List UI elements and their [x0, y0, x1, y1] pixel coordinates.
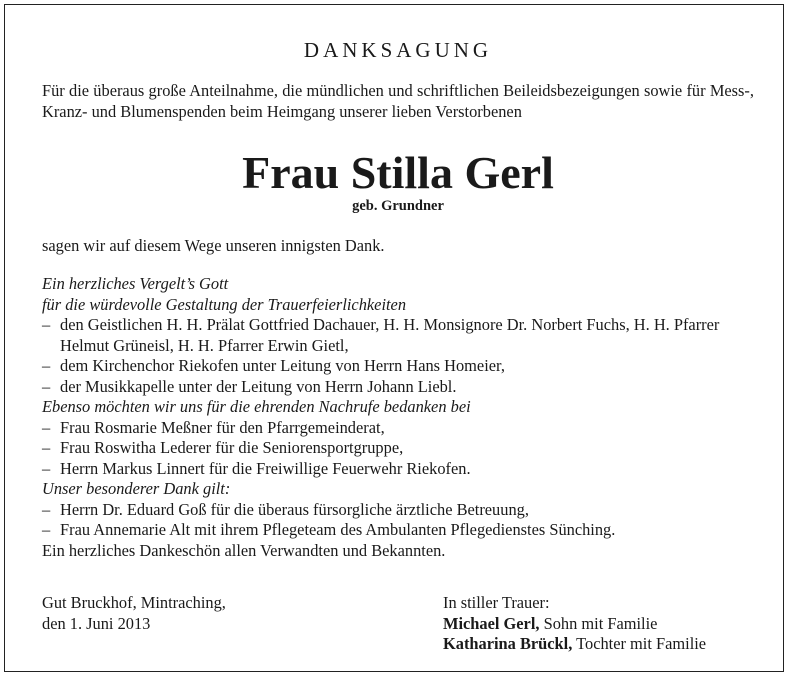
dash-marker: –: [42, 315, 51, 334]
list-item: [42, 438, 754, 459]
mourner-relation: Sohn mit Familie: [539, 613, 658, 633]
notice-heading: DANKSAGUNG: [303, 38, 493, 62]
mourner-entry: [443, 614, 706, 635]
list-item: [42, 377, 754, 398]
footer-date: den 1. Juni 2013: [42, 613, 151, 633]
dash-marker: –: [42, 520, 51, 539]
mourner-entry: [443, 634, 706, 655]
maiden-name: geb. Grundner: [352, 198, 444, 214]
list-item: [42, 459, 754, 480]
deceased-name: Frau Stilla Gerl: [242, 147, 554, 198]
section1-heading-1: Ein herzliches Vergelt’s Gott: [42, 274, 229, 293]
section2-heading: Ebenso möchten wir uns für die ehrenden Nachrufe bedanken bei: [42, 397, 471, 416]
mourning-label: In stiller Trauer:: [443, 593, 550, 612]
intro-paragraph: Für die überaus große Anteilnahme, die mündlichen und schriftlichen Beileidsbezeigungen sowie für Mess-, Kranz- und Blumenspenden beim Heimgang unserer lieben Verstorbenen: [42, 81, 754, 121]
footer-place: Gut Bruckhof, Mintraching,: [42, 593, 226, 612]
list-item: [42, 356, 754, 377]
dash-marker: –: [42, 499, 51, 519]
dash-marker: –: [42, 376, 51, 396]
footer-place-date: [42, 593, 226, 634]
list-item-text: den Geistlichen H. H. Prälat Gottfried Dachauer, H. H. Monsignore Dr. Norbert Fuchs, H. H. Pfarrer Helmut Grüneisl, H. H. Pfarrer Erwin Gietl,: [60, 315, 720, 355]
thanks-line: sagen wir auf diesem Wege unseren innigsten Dank.: [42, 236, 385, 255]
dash-marker: –: [42, 356, 51, 375]
list-item-text: Frau Roswitha Lederer für die Seniorensportgruppe,: [60, 438, 404, 457]
list-item-text: Herrn Dr. Eduard Goß für die überaus fürsorgliche ärztliche Betreuung,: [60, 499, 529, 519]
list-item-text: der Musikkapelle unter der Leitung von Herrn Johann Liebl.: [60, 376, 457, 396]
mourner-name: Michael Gerl,: [443, 613, 540, 633]
list-item: [42, 500, 754, 521]
section3-heading: Unser besonderer Dank gilt:: [42, 479, 231, 498]
mourner-name: Katharina Brückl,: [443, 634, 573, 653]
list-item: [42, 315, 754, 356]
closing-line: Ein herzliches Dankeschön allen Verwandten und Bekannten.: [42, 540, 446, 560]
dash-marker: –: [42, 458, 51, 478]
list-item-text: dem Kirchenchor Riekofen unter Leitung von Herrn Hans Homeier,: [60, 356, 505, 375]
dash-marker: –: [42, 438, 51, 457]
section1-heading-2: für die würdevolle Gestaltung der Trauerfeierlichkeiten: [42, 294, 407, 314]
list-item-text: Herrn Markus Linnert für die Freiwillige Feuerwehr Riekofen.: [60, 458, 471, 478]
list-item-text: Frau Annemarie Alt mit ihrem Pflegeteam des Ambulanten Pflegedienstes Sünching.: [60, 520, 616, 539]
dash-marker: –: [42, 417, 51, 437]
list-item: [42, 520, 754, 541]
acknowledgement-block: [42, 274, 754, 561]
list-item-text: Frau Rosmarie Meßner für den Pfarrgemeinderat,: [60, 417, 385, 437]
notice-frame: [4, 4, 784, 672]
footer-mourners: [443, 593, 706, 655]
list-item: [42, 418, 754, 439]
mourner-relation: Tochter mit Familie: [572, 634, 707, 653]
